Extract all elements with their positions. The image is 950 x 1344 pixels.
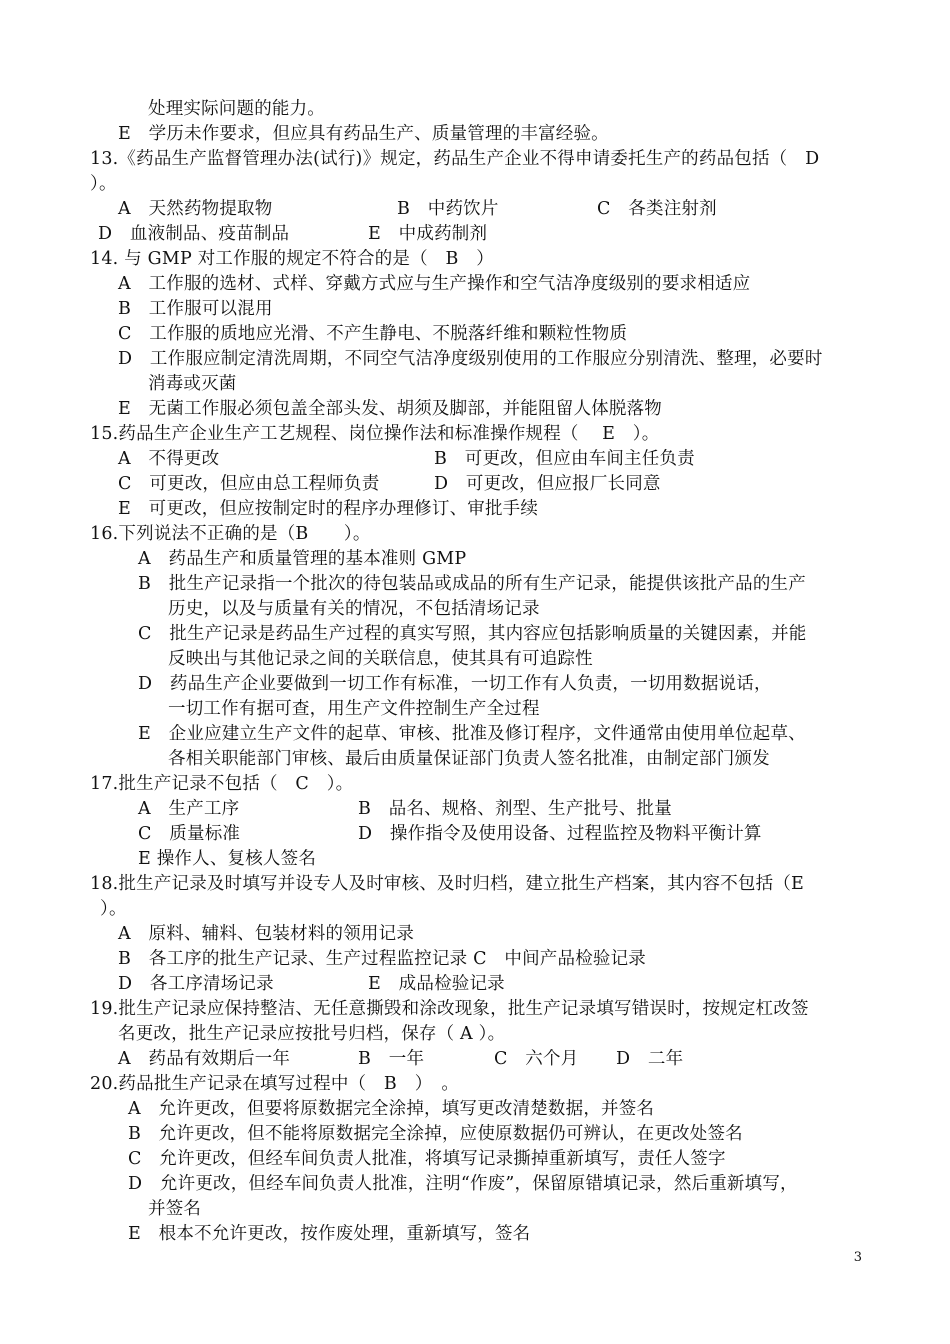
text-line: 并签名 — [148, 1199, 202, 1219]
text-line: B 工作服可以混用 — [118, 299, 273, 319]
text-line: B 一年 — [358, 1049, 425, 1069]
text-line: E 无菌工作服必须包盖全部头发、胡须及脚部，并能阻留人体脱落物 — [118, 399, 662, 419]
text-line: 消毒或灭菌 — [148, 374, 237, 394]
text-line: D 工作服应制定清洗周期，不同空气洁净度级别使用的工作服应分别清洗、整理，必要时 — [118, 349, 823, 369]
text-line: 19.批生产记录应保持整洁、无任意撕毁和涂改现象，批生产记录填写错误时，按规定杠改签 — [90, 999, 809, 1019]
text-line: E 成品检验记录 — [368, 974, 505, 994]
text-line: C 可更改，但应由总工程师负责 — [118, 474, 380, 494]
page-number: 3 — [853, 1250, 862, 1265]
text-line: A 原料、辅料、包装材料的领用记录 — [118, 924, 415, 944]
text-line: 15.药品生产企业生产工艺规程、岗位操作法和标准操作规程（ E ）。 — [90, 424, 660, 444]
text-line: C 批生产记录是药品生产过程的真实写照，其内容应包括影响质量的关键因素，并能 — [138, 624, 807, 644]
text-line: B 可更改，但应由车间主任负责 — [434, 449, 695, 469]
text-line: A 药品生产和质量管理的基本准则 GMP — [138, 549, 467, 569]
text-line: 17.批生产记录不包括（ C ）。 — [90, 774, 354, 794]
text-line: 16.下列说法不正确的是（B ）。 — [90, 524, 371, 544]
text-line: E 可更改，但应按制定时的程序办理修订、审批手续 — [118, 499, 539, 519]
text-line: 14. 与 GMP 对工作服的规定不符合的是（ B ） — [90, 249, 494, 269]
text-line: D 允许更改，但经车间负责人批准，注明“作废”，保留原错填记录，然后重新填写， — [128, 1174, 798, 1194]
text-line: C 质量标准 — [138, 824, 241, 844]
text-line: B 中药饮片 — [397, 199, 499, 219]
text-line: C 工作服的质地应光滑、不产生静电、不脱落纤维和颗粒性物质 — [118, 324, 628, 344]
text-line: A 药品有效期后一年 — [118, 1049, 291, 1069]
text-line: E 企业应建立生产文件的起草、审核、批准及修订程序，文件通常由使用单位起草、 — [138, 724, 806, 744]
text-line: D 各工序清场记录 — [118, 974, 274, 994]
text-line: C 允许更改，但经车间负责人批准，将填写记录撕掉重新填写，责任人签字 — [128, 1149, 726, 1169]
text-line: A 生产工序 — [138, 799, 240, 819]
text-line: 反映出与其他记录之间的关联信息，使其具有可追踪性 — [168, 649, 593, 669]
text-line: A 天然药物提取物 — [118, 199, 273, 219]
text-line: D 操作指令及使用设备、过程监控及物料平衡计算 — [358, 824, 762, 844]
text-line: 各相关职能部门审核、最后由质量保证部门负责人签名批准，由制定部门颁发 — [168, 749, 770, 769]
text-line: A 工作服的选材、式样、穿戴方式应与生产操作和空气洁净度级别的要求相适应 — [118, 274, 751, 294]
text-line: A 允许更改，但要将原数据完全涂掉，填写更改清楚数据，并签名 — [128, 1099, 655, 1119]
text-line: E 学历未作要求，但应具有药品生产、质量管理的丰富经验。 — [118, 124, 609, 144]
text-line: D 可更改，但应报厂长同意 — [434, 474, 661, 494]
text-line: C 六个月 — [494, 1049, 579, 1069]
text-line: 名更改，批生产记录应按批号归档，保存（ A ）。 — [118, 1024, 506, 1044]
text-line: C 各类注射剂 — [597, 199, 717, 219]
text-line: D 血液制品、疫苗制品 — [98, 224, 290, 244]
text-line: 处理实际问题的能力。 — [148, 99, 325, 119]
text-line: B 批生产记录指一个批次的待包装品或成品的所有生产记录，能提供该批产品的生产 — [138, 574, 806, 594]
text-line: ）。 — [100, 899, 127, 919]
text-line: B 允许更改，但不能将原数据完全涂掉，应使原数据仍可辨认，在更改处签名 — [128, 1124, 743, 1144]
text-line: 20.药品批生产记录在填写过程中（ B ） 。 — [90, 1074, 460, 1094]
text-line: D 二年 — [616, 1049, 684, 1069]
text-line: B 各工序的批生产记录、生产过程监控记录 C 中间产品检验记录 — [118, 949, 647, 969]
text-line: B 品名、规格、剂型、生产批号、批量 — [358, 799, 672, 819]
text-line: 历史，以及与质量有关的情况，不包括清场记录 — [168, 599, 540, 619]
text-line: E 中成药制剂 — [368, 224, 488, 244]
text-line: E 根本不允许更改，按作废处理，重新填写，签名 — [128, 1224, 531, 1244]
text-line: A 不得更改 — [118, 449, 220, 469]
text-line: 13.《药品生产监督管理办法(试行)》规定，药品生产企业不得申请委托生产的药品包括（ D — [90, 149, 820, 169]
text-line: D 药品生产企业要做到一切工作有标准，一切工作有人负责，一切用数据说话， — [138, 674, 772, 694]
text-line: 18.批生产记录及时填写并设专人及时审核、及时归档，建立批生产档案，其内容不包括（E — [90, 874, 805, 894]
text-line: 一切工作有据可查，用生产文件控制生产全过程 — [168, 699, 540, 719]
text-line: E 操作人、复核人签名 — [138, 849, 317, 869]
text-line: ）。 — [90, 174, 117, 194]
